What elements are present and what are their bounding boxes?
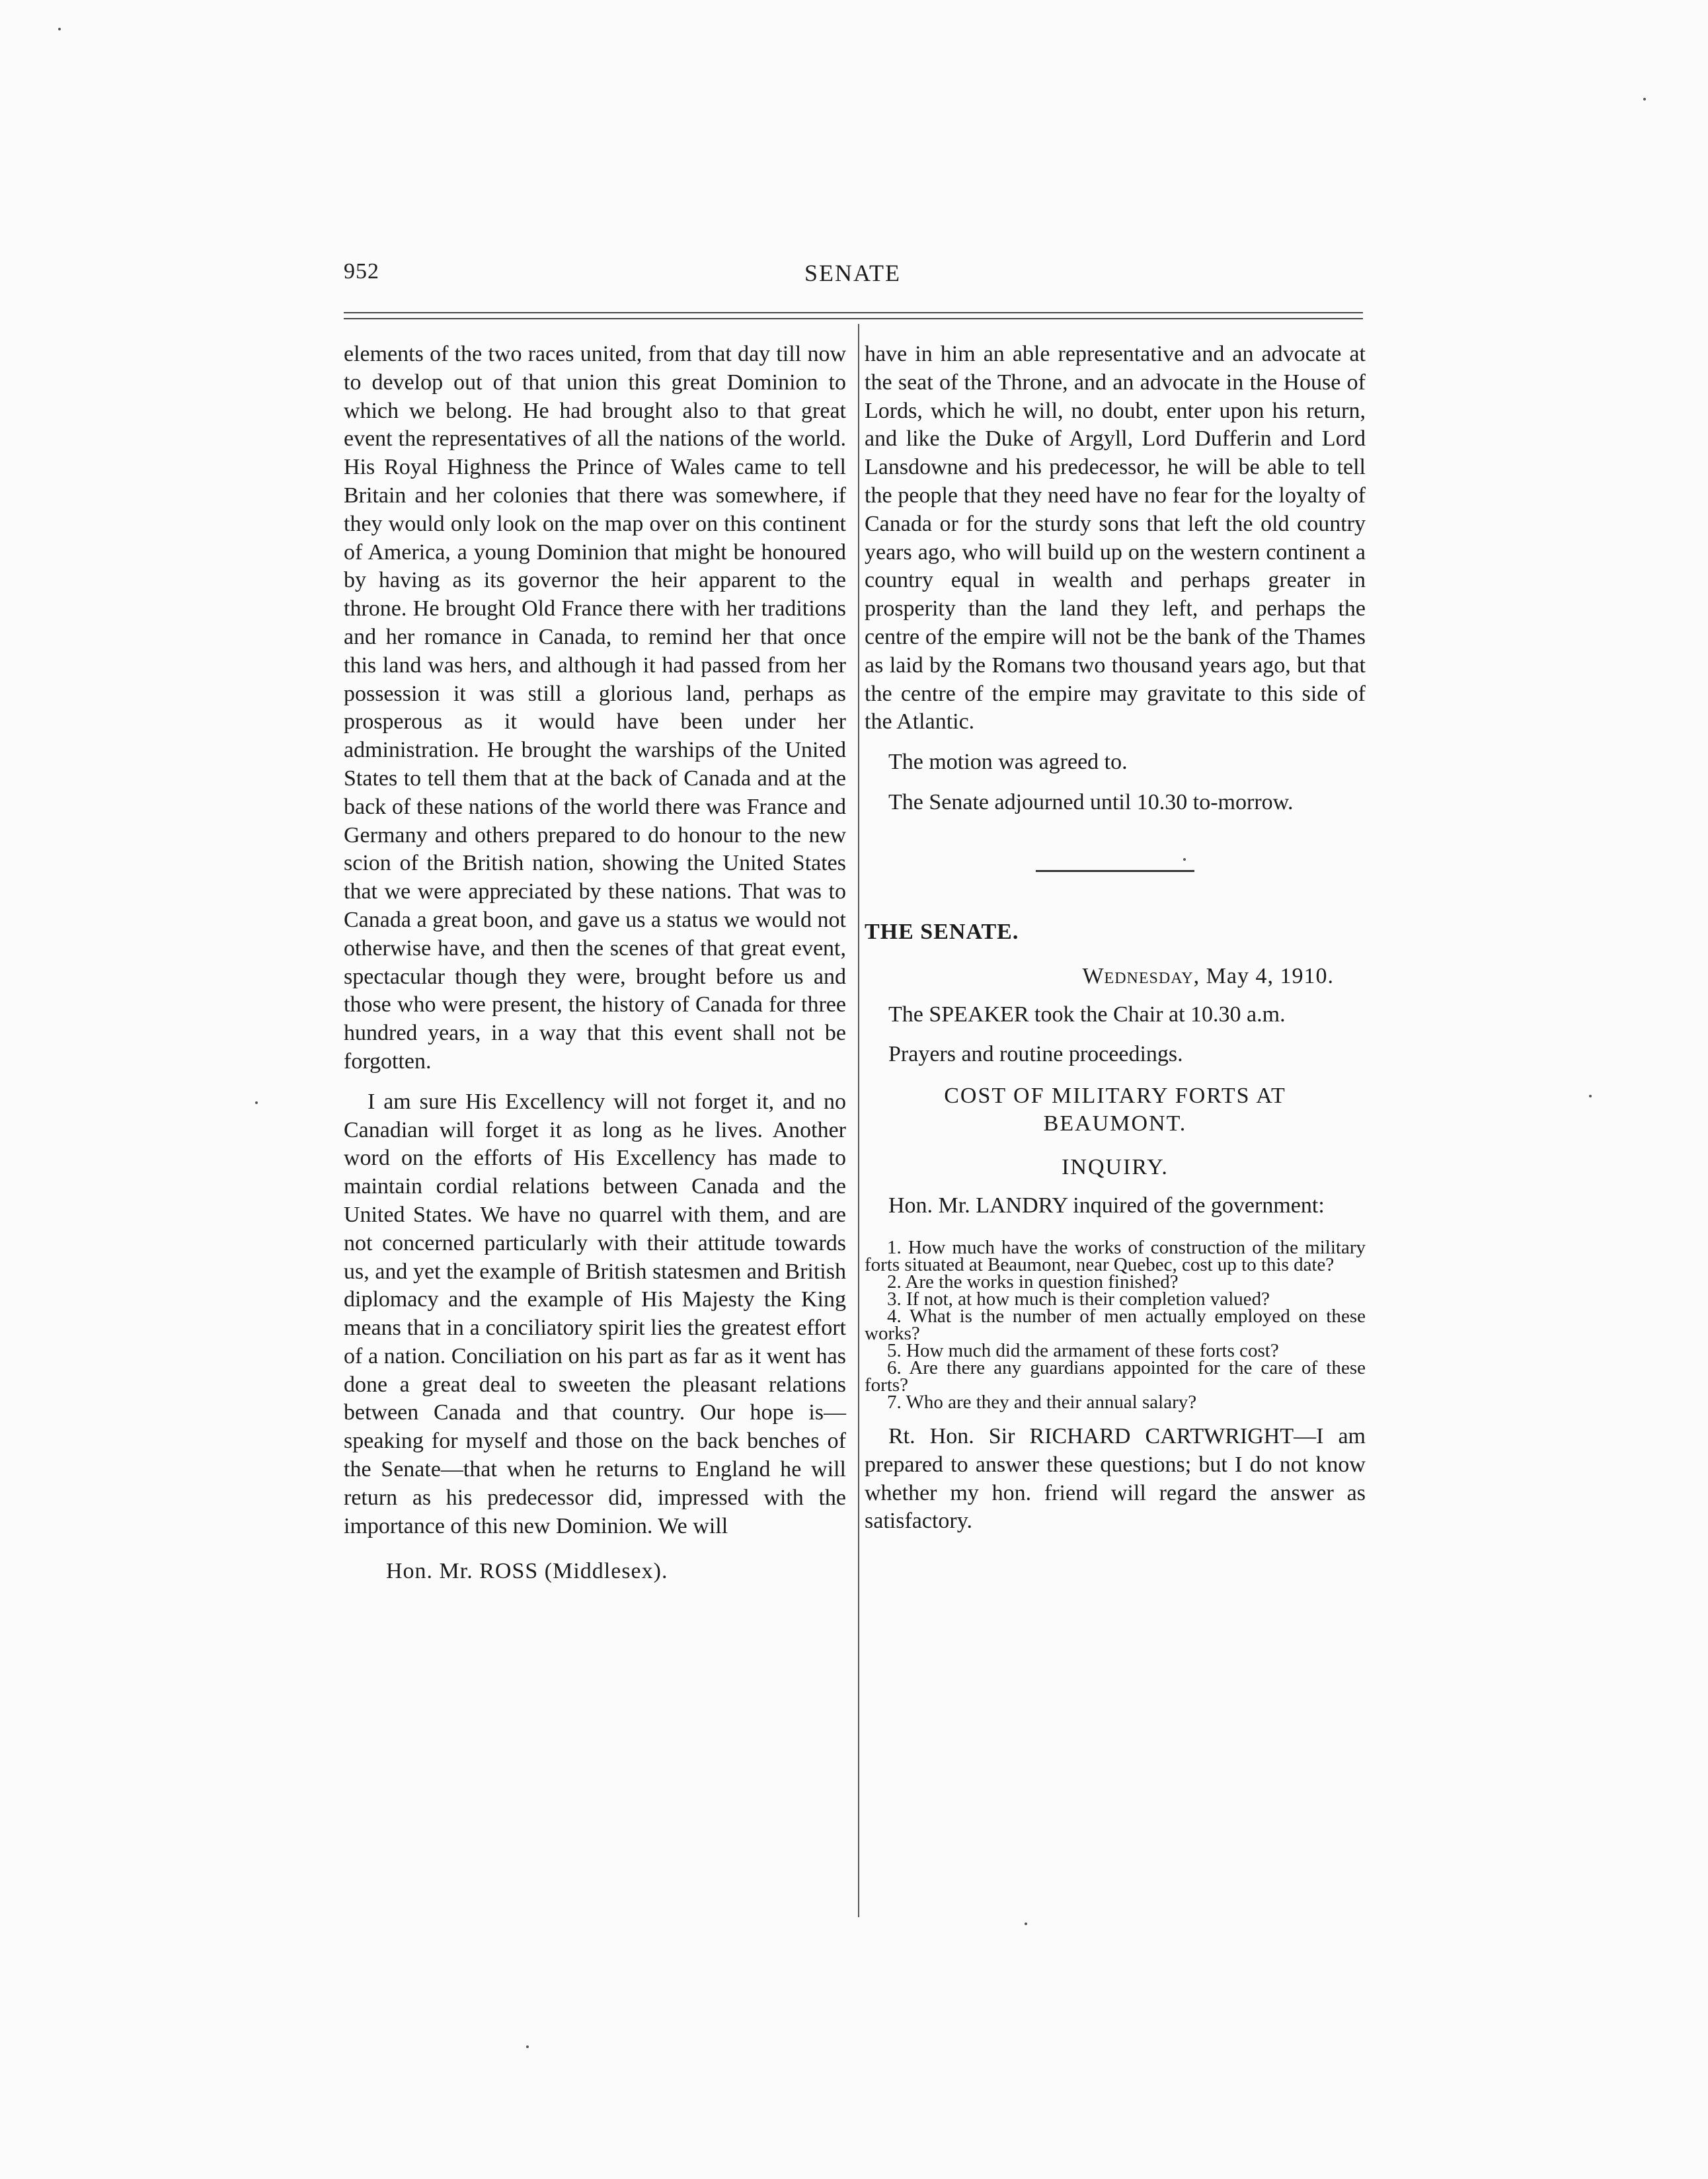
speaker-byline: Hon. Mr. ROSS (Middlesex).: [386, 1559, 668, 1584]
question-item: 6. Are there any guardians appointed for the care of these forts?: [865, 1357, 1366, 1396]
question-item: 7. Who are they and their annual salary?: [887, 1391, 1197, 1413]
inquiry-heading: [865, 1082, 1366, 1138]
column-divider: [858, 324, 859, 1917]
scan-speck: [526, 2045, 529, 2048]
motion-agreed: The motion was agreed to.: [888, 750, 1128, 775]
page-number: 952: [344, 259, 379, 284]
inquiry-subheading: INQUIRY.: [1062, 1155, 1169, 1180]
question-list: [865, 1236, 1366, 1413]
running-head: [344, 259, 1362, 292]
scan-speck: [58, 28, 61, 30]
scan-speck: [1025, 1922, 1027, 1925]
running-title: SENATE: [804, 260, 901, 286]
sitting-date: [865, 964, 1366, 989]
right-continuation: have in him an able representative and an advocate at the seat of the Throne, and an advocate in the House of Lords, which he will, no doubt, enter upon his return, and like the Duke of Argyll, Lord Dufferin and Lord Lansdowne and his predecessor, he will be able to tell the people that they need have no fear for the loyalty of Canada or for the sturdy sons that left the old country years ago, who will build up on the western continent a country equal in wealth and perhaps greater in prosperity than the land they left, and perhaps the centre of the empire will not be the bank of the Thames as laid by the Romans two thousand years ago, but that the centre of the empire may gravitate to this side of the Atlantic.: [865, 342, 1366, 734]
header-rule-bottom: [344, 318, 1363, 319]
minister-reply: Rt. Hon. Sir RICHARD CARTWRIGHT—I am prepared to answer these questions; but I do not know whether my hon. friend will regard the answer as satisfactory.: [865, 1423, 1366, 1534]
sitting-weekday: Wednesday,: [1082, 963, 1200, 988]
left-paragraph-1: elements of the two races united, from that day till now to develop out of that union this great Dominion to which we belong. He had brought also to that great event the representatives of all the nations of the world. His Royal Highness the Prince of Wales came to tell Britain and her colonies that there was somewhere, if they would only look on the map over on this continent of America, a young Dominion that might be honoured by having as its governor the heir apparent to the throne. He brought Old France there with her traditions and her romance in Canada, to remind her that once this land was hers, and although it had passed from her possession it was still a glorious land, perhaps as prosperous as it would have been under her administration. He brought the warships of the United States to tell them that at the back of Canada and at the back of these nations of the world there was France and Germany and others prepared to do honour to the new scion of the British nation, showing the United States that we were appreciated by these nations. That was to Canada a great boon, and gave us a status we would not otherwise have, and then the scenes of that great event, spectacular though they were, brought before us and those who were present, the history of Canada for three hundred years, in a way that this event shall not be forgotten.: [344, 342, 846, 1074]
inquiry-intro: Hon. Mr. LANDRY inquired of the government:: [888, 1193, 1325, 1218]
question-item: 2. Are the works in question finished?: [887, 1271, 1179, 1292]
right-column: [865, 340, 1366, 1536]
question-item: 5. How much did the armament of these forts cost?: [887, 1339, 1279, 1361]
speaker-chair: The SPEAKER took the Chair at 10.30 a.m.: [888, 1002, 1286, 1027]
section-divider: [1036, 870, 1194, 872]
left-paragraph-2: I am sure His Excellency will not forget it, and no Canadian will forget it as long as he lives. Another word on the efforts of His Excellency has made to maintain cordial relations between Canada and the United States. We have no quarrel with them, and are not concerned particularly with their attitude towards us, and yet the example of British statesmen and British diplomacy and the example of His Majesty the King means that in a conciliatory spirit lies the greatest effort of a nation. Conciliation on his part as far as it went has done a great deal to sweeten the pleasant relations between Canada and that country. Our hope is—speaking for myself and those on the back benches of the Senate—that when he returns to England he will return as his predecessor did, impressed with the importance of this new Dominion. We will: [344, 1089, 846, 1538]
sitting-date-rest: May 4, 1910.: [1206, 963, 1334, 988]
inquiry-heading-line-1: COST OF MILITARY FORTS AT: [944, 1084, 1286, 1109]
section-title: THE SENATE.: [865, 919, 1019, 944]
left-column: [344, 340, 846, 1586]
scan-speck: [255, 1101, 258, 1104]
question-item: 4. What is the number of men actually employed on these works?: [865, 1305, 1366, 1344]
prayers-line: Prayers and routine proceedings.: [888, 1042, 1183, 1067]
header-rule-top: [344, 312, 1363, 313]
scan-speck: [1643, 98, 1646, 100]
senate-adjourned: The Senate adjourned until 10.30 to-morrow.: [888, 789, 1294, 814]
scan-speck: [1183, 858, 1186, 861]
question-item: 3. If not, at how much is their completion valued?: [887, 1288, 1270, 1310]
inquiry-heading-line-2: BEAUMONT.: [1043, 1111, 1187, 1136]
scan-speck: [1589, 1095, 1592, 1097]
question-item: 1. How much have the works of construction of the military forts situated at Beaumont, near Quebec, cost up to this date?: [865, 1236, 1366, 1275]
